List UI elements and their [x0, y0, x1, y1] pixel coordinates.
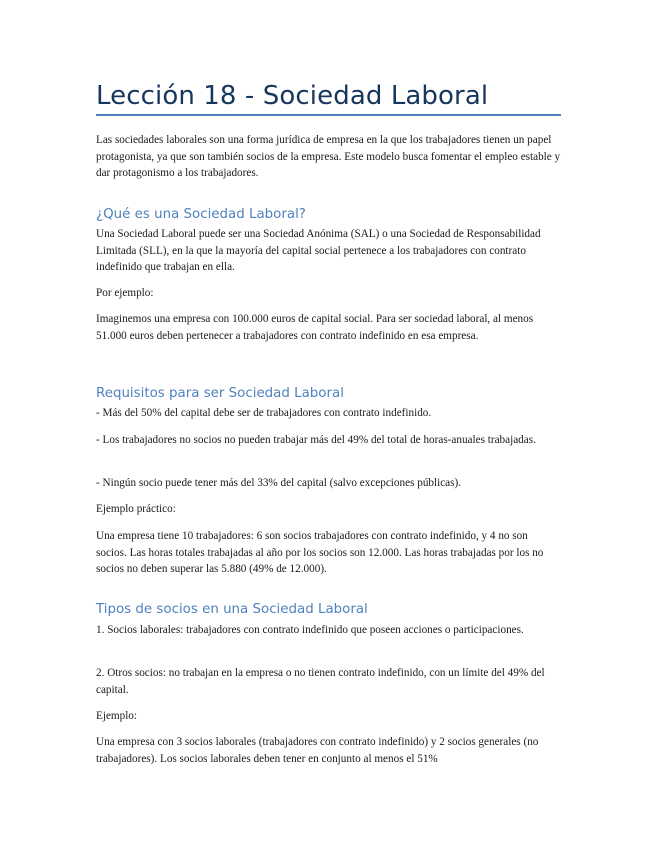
requirement-item-capital: - Más del 50% del capital debe ser de trabajadores con contrato indefinido.	[96, 407, 432, 419]
partner-type-laborales: 1. Socios laborales: trabajadores con contrato indefinido que poseen acciones o participaciones.	[96, 624, 524, 636]
section-heading-que-es: ¿Qué es una Sociedad Laboral?	[96, 207, 306, 222]
paragraph-example-label: Por ejemplo:	[96, 287, 154, 299]
paragraph-example-label-2: Ejemplo:	[96, 710, 138, 722]
requirement-item-max-share: - Ningún socio puede tener más del 33% del capital (salvo excepciones públicas).	[96, 477, 462, 489]
paragraph-example: Imaginemos una empresa con 100.000 euros de capital social. Para ser sociedad laboral, al menos 51.000 euros deben pertenecer a trabajadores con contrato indefinido en esa empresa.	[96, 313, 534, 342]
paragraph-practical-example-label: Ejemplo práctico:	[96, 503, 176, 515]
paragraph-practical-example: Una empresa tiene 10 trabajadores: 6 son socios trabajadores con contrato indefinido, y 4 no son socios. Las horas totales trabajadas al año por los socios son 12.000. Las horas trabajadas por los no socios no deben superar las 5.880 (49% de 12.000).	[96, 530, 544, 575]
section-heading-requisitos: Requisitos para ser Sociedad Laboral	[96, 386, 344, 401]
page-title: Lección 18 - Sociedad Laboral	[96, 81, 489, 111]
partner-type-otros: 2. Otros socios: no trabajan en la empresa o no tienen contrato indefinido, con un límite del 49% del capital.	[96, 667, 545, 696]
paragraph-definition: Una Sociedad Laboral puede ser una Sociedad Anónima (SAL) o una Sociedad de Responsabilidad Limitada (SLL), en la que la mayoría del capital social pertenece a los trabajadores con contrato indefinido que trabajan en ella.	[96, 228, 541, 273]
section-heading-tipos: Tipos de socios en una Sociedad Laboral	[96, 602, 368, 617]
title-divider	[96, 114, 561, 116]
requirement-item-hours: - Los trabajadores no socios no pueden trabajar más del 49% del total de horas-anuales trabajadas.	[96, 434, 536, 446]
paragraph-partners-example: Una empresa con 3 socios laborales (trabajadores con contrato indefinido) y 2 socios generales (no trabajadores). Los socios laborales deben tener en conjunto al menos el 51%	[96, 736, 539, 765]
intro-paragraph: Las sociedades laborales son una forma jurídica de empresa en la que los trabajadores tienen un papel protagonista, ya que son también socios de la empresa. Este modelo busca fomentar el empleo estable y dar protagonismo a los trabajadores.	[96, 134, 561, 179]
